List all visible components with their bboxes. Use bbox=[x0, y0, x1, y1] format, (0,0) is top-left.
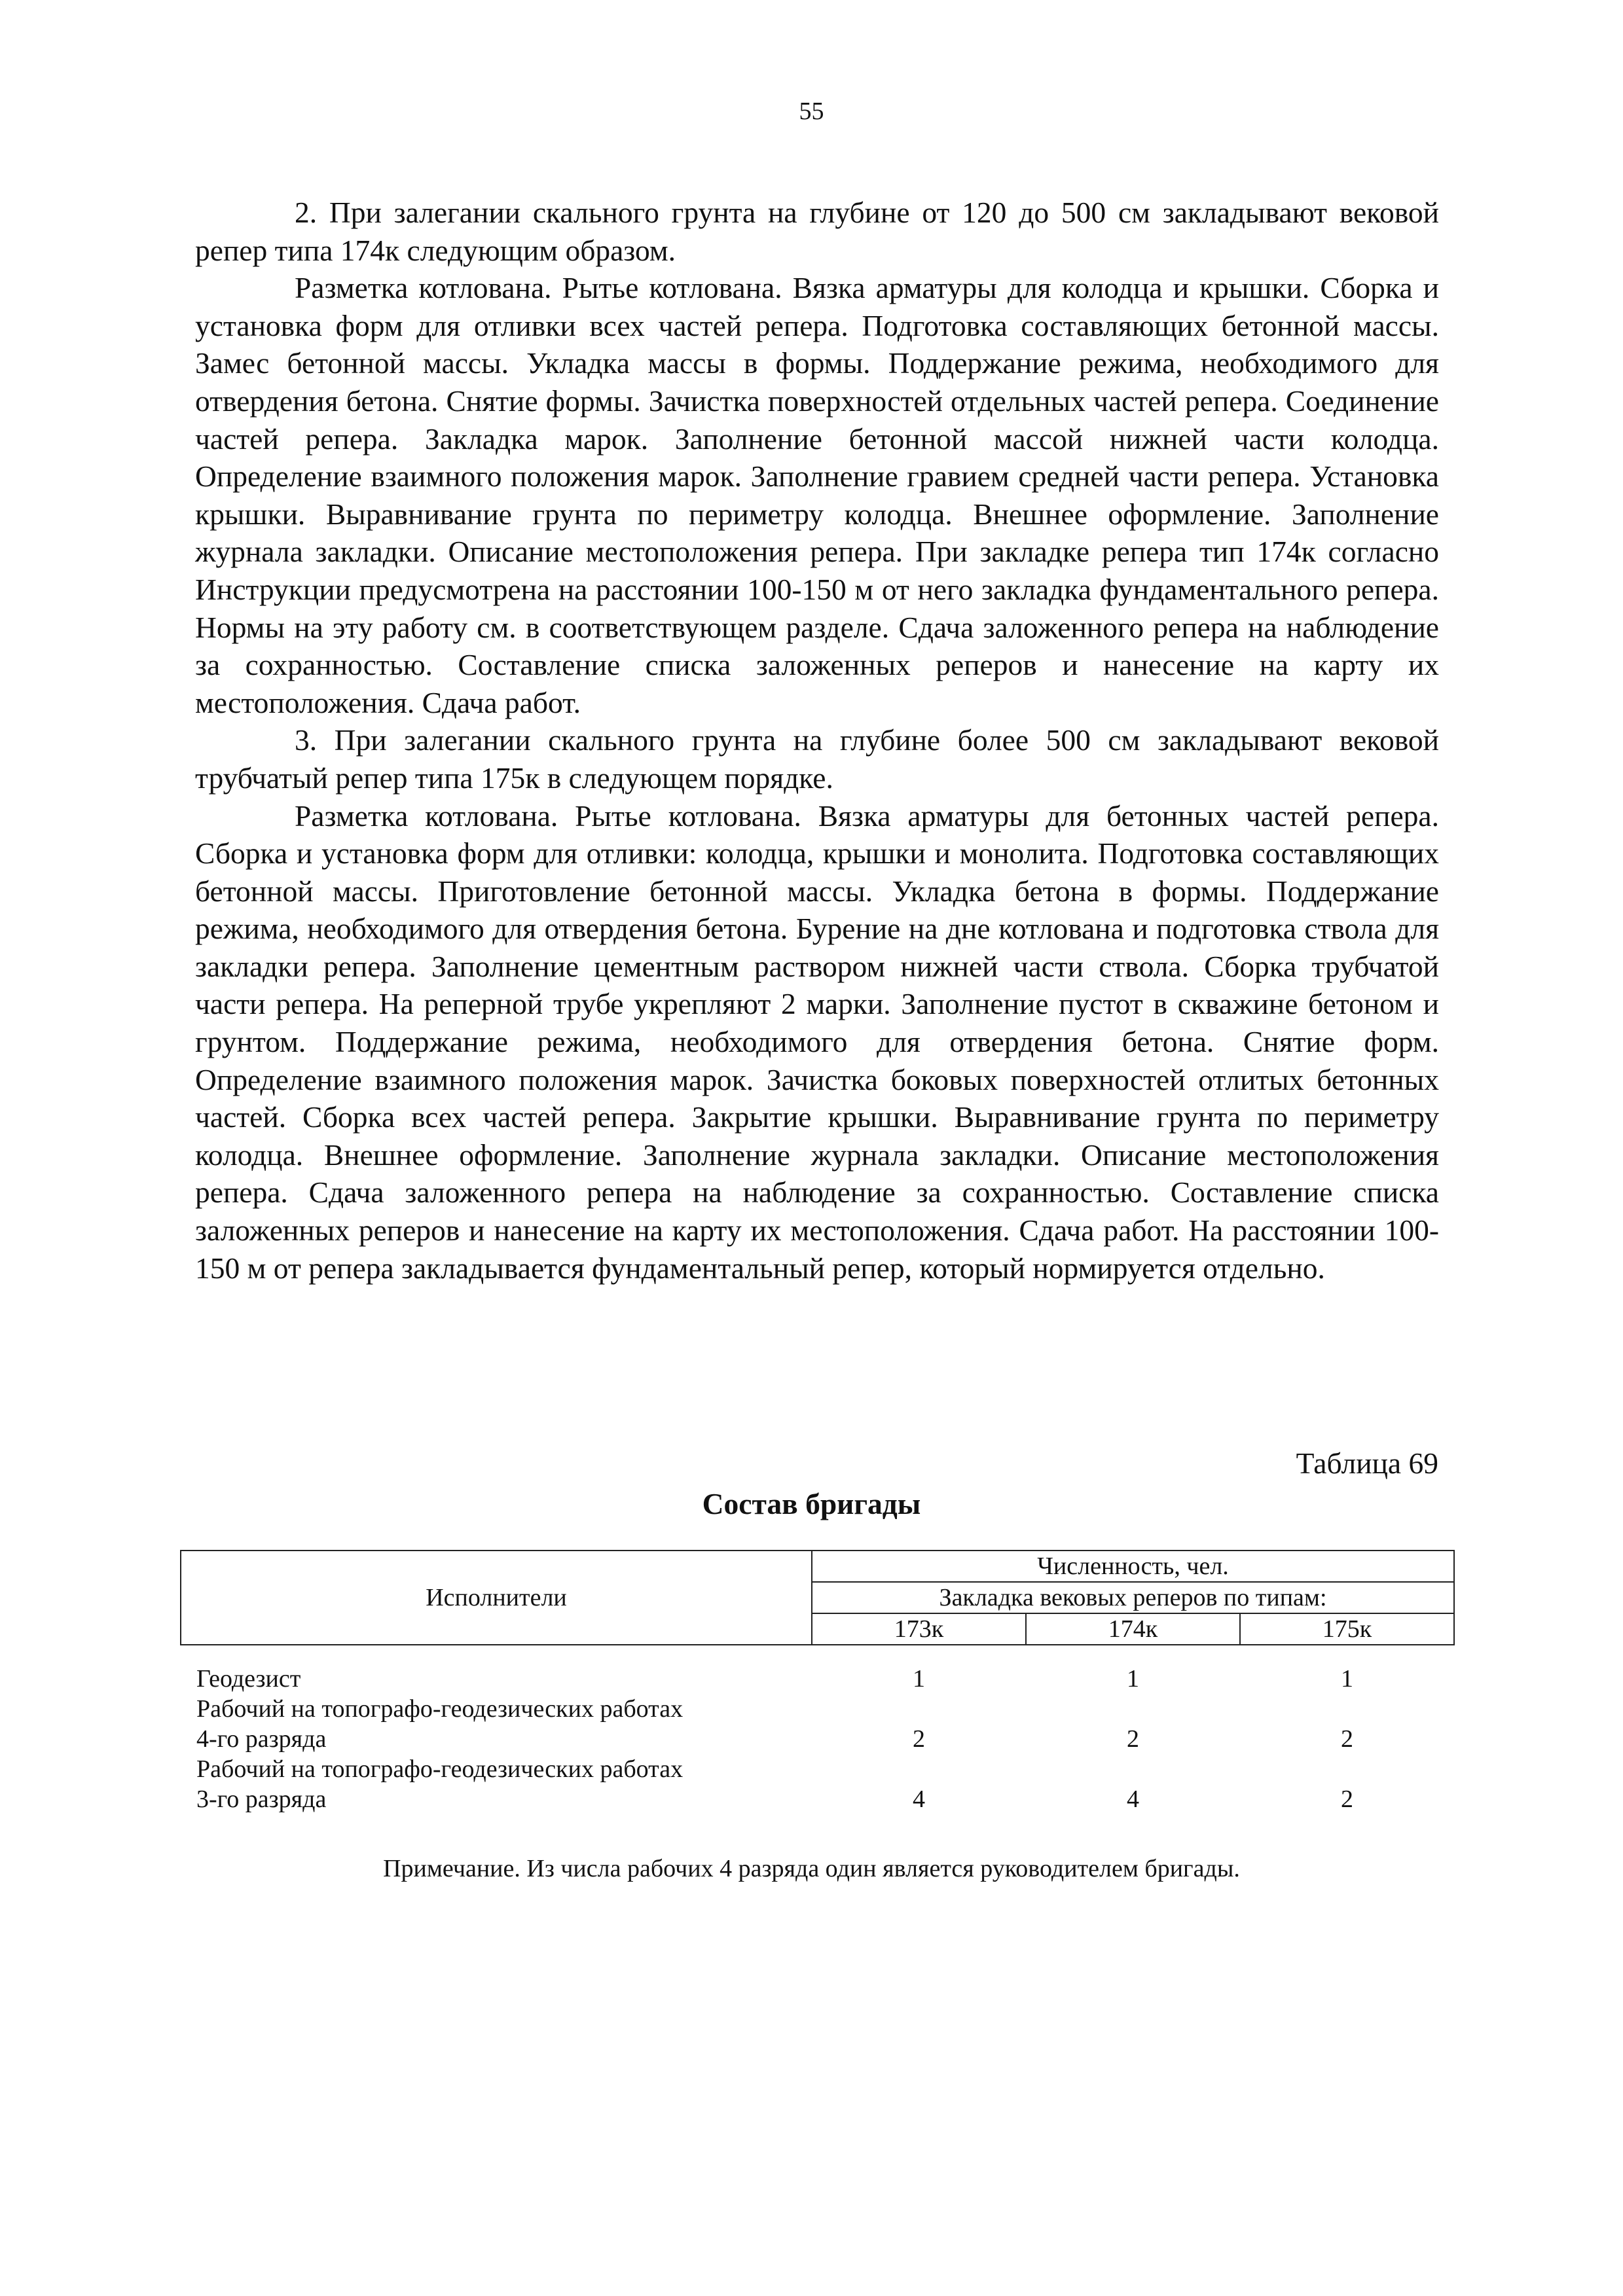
body-text bbox=[195, 194, 1439, 1287]
table-row bbox=[181, 1645, 1454, 1694]
paragraph-item-2: 2. При залегании скального грунта на глубине от 120 до 500 см закладывают вековой репер типа 174к следующим образом. bbox=[195, 196, 1439, 267]
table-title: Состав бригады bbox=[702, 1487, 921, 1520]
cell-173k: 1 bbox=[913, 1665, 925, 1693]
header-subheader: Закладка вековых реперов по типам: bbox=[812, 1582, 1454, 1613]
header-type-174k: 174к bbox=[1026, 1613, 1240, 1645]
row-name-line-1: Рабочий на топографо-геодезических работах bbox=[196, 1695, 684, 1723]
cell-174k: 2 bbox=[1127, 1725, 1139, 1753]
paragraph-174k-steps: Разметка котлована. Рытье котлована. Вязка арматуры для колодца и крышки. Сборка и установка форм для отливки всех частей репера. Подготовка составляющих бетонной массы. Замес бетонной массы. Укладка массы в формы. Поддержание режима, необходимого для отвердения бетона. Снятие формы. Зачистка поверхностей отдельных частей репера. Соединение частей репера. Закладка марок. Заполнение бетонной массой нижней части колодца. Определение взаимного положения марок. Заполнение гравием средней части репера. Установка крышки. Выравнивание грунта по периметру колодца. Внешнее оформление. Заполнение журнала закладки. Описание местоположения репера. При закладке репера тип 174к согласно Инструкции предусмотрена на расстоянии 100-150 м от него закладка фундаментального репера. Нормы на эту работу см. в соответствующем разделе. Сдача заложенного репера на наблюдение за сохранностью. Составление списка заложенных реперов и нанесение на карту их местоположения. Сдача работ. bbox=[195, 271, 1439, 719]
table-row bbox=[181, 1694, 1454, 1754]
header-type-175k: 175к bbox=[1240, 1613, 1454, 1645]
header-type-173k: 173к bbox=[812, 1613, 1026, 1645]
cell-175k: 1 bbox=[1341, 1665, 1354, 1693]
row-name-line-2: 4-го разряда bbox=[196, 1725, 327, 1753]
row-name-line-2: 3-го разряда bbox=[196, 1785, 327, 1813]
header-headcount: Численность, чел. bbox=[812, 1551, 1454, 1582]
paragraph-175k-steps: Разметка котлована. Рытье котлована. Вязка арматуры для бетонных частей репера. Сборка и установка форм для отливки: колодца, крышки и монолита. Подготовка составляющих бетонной массы. Приготовление бетонной массы. Укладка бетона в формы. Поддержание режима, необходимого для отвердения бетона. Бурение на дне котлована и подготовка ствола для закладки репера. Заполнение цементным раствором нижней части ствола. Сборка трубчатой части репера. На реперной трубе укрепляют 2 марки. Заполнение пустот в скважине бетоном и грунтом. Поддержание режима, необходимого для отвердения бетона. Снятие форм. Определение взаимного положения марок. Зачистка боковых поверхностей отлитых бетонных частей. Сборка всех частей репера. Закрытие крышки. Выравнивание грунта по периметру колодца. Внешнее оформление. Заполнение журнала закладки. Описание местоположения репера. Сдача заложенного репера на наблюдение за сохранностью. Составление списка заложенных реперов и нанесение на карту их местоположения. Сдача работ. На расстоянии 100-150 м от репера закладывается фундаментальный репер, который нормируется отдельно. bbox=[195, 798, 1439, 1285]
cell-174k: 4 bbox=[1127, 1785, 1139, 1813]
page-number: 55 bbox=[799, 98, 824, 125]
row-name-worker-4 bbox=[181, 1694, 812, 1754]
paragraph-item-3: 3. При залегании скального грунта на глубине более 500 см закладывают вековой трубчатый репер типа 175к в следующем порядке. bbox=[195, 723, 1439, 795]
header-performers: Исполнители bbox=[181, 1551, 812, 1645]
crew-table bbox=[180, 1550, 1455, 1814]
cell-173k: 4 bbox=[913, 1785, 925, 1813]
table-note: Примечание. Из числа рабочих 4 разряда один является руководителем бригады. bbox=[383, 1855, 1240, 1882]
cell-175k: 2 bbox=[1341, 1725, 1354, 1753]
table-header bbox=[181, 1551, 1454, 1645]
table-body bbox=[181, 1645, 1454, 1814]
table-row bbox=[181, 1754, 1454, 1814]
cell-174k: 1 bbox=[1127, 1665, 1139, 1693]
table-label: Таблица 69 bbox=[1296, 1446, 1438, 1480]
cell-173k: 2 bbox=[913, 1725, 925, 1753]
cell-175k: 2 bbox=[1341, 1785, 1354, 1813]
row-name-line-1: Рабочий на топографо-геодезических работах bbox=[196, 1755, 684, 1783]
row-name-worker-3 bbox=[181, 1754, 812, 1814]
row-name-geodesist: Геодезист bbox=[196, 1665, 301, 1693]
